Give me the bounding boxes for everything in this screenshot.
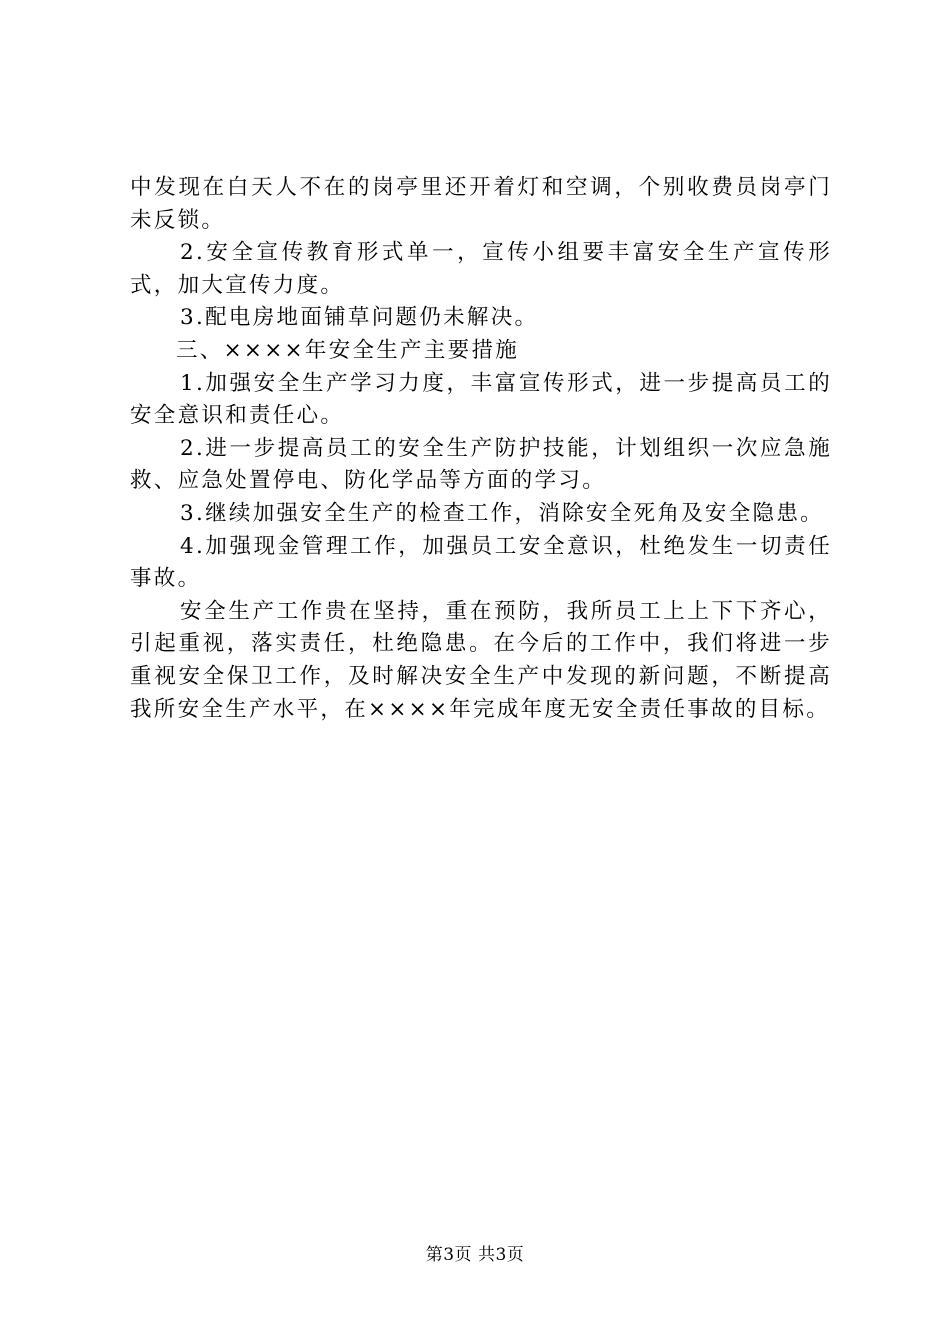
paragraph-measure-2: 2.进一步提高员工的安全生产防护技能，计划组织一次应急施救、应急处置停电、防化学品等方面的学习。 [130,435,832,494]
paragraph-measure-4: 4.加强现金管理工作，加强员工安全意识，杜绝发生一切责任事故。 [130,533,832,592]
paragraph-measure-3: 3.继续加强安全生产的检查工作，消除安全死角及安全隐患。 [180,500,824,526]
section-heading-measures: 三、××××年安全生产主要措施 [176,337,520,363]
paragraph-continuation: 中发现在白天人不在的岗亭里还开着灯和空调，个别收费员岗亭门未反锁。 [130,175,832,233]
page-number-footer: 第3页 共3页 [425,1245,525,1265]
paragraph-measure-1: 1.加强安全生产学习力度，丰富宣传形式，进一步提高员工的安全意识和责任心。 [130,370,832,429]
paragraph-issue-3: 3.配电房地面铺草问题仍未解决。 [180,305,539,331]
paragraph-issue-2: 2.安全宣传教育形式单一，宣传小组要丰富安全生产宣传形式，加大宣传力度。 [130,240,832,298]
document-body [130,172,832,726]
paragraph-conclusion: 安全生产工作贵在坚持，重在预防，我所员工上上下下齐心，引起重视，落实责任，杜绝隐患。在今后的工作中，我们将进一步重视安全保卫工作，及时解决安全生产中发现的新问题，不断提高我所安全生产水平，在××××年完成年度无安全责任事故的目标。 [130,598,832,722]
